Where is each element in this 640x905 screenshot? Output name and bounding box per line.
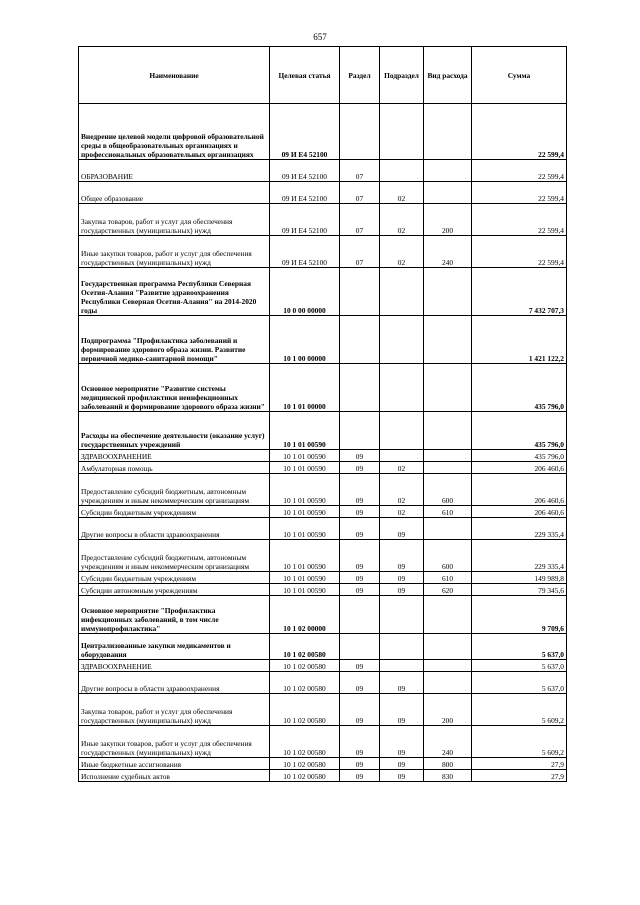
row-subsection: 09 [380, 572, 424, 584]
table-row [79, 462, 567, 474]
row-section: 07 [340, 160, 380, 182]
row-amount: 5 609,2 [472, 694, 567, 726]
row-expense-type [424, 160, 472, 182]
row-section: 07 [340, 204, 380, 236]
row-target-article: 10 1 02 00580 [270, 634, 340, 660]
row-amount: 7 432 707,3 [472, 268, 567, 316]
row-target-article: 09 И Е4 52100 [270, 236, 340, 268]
row-expense-type [424, 316, 472, 364]
row-expense-type [424, 412, 472, 450]
row-section: 09 [340, 672, 380, 694]
budget-table [78, 46, 567, 782]
row-name: ЗДРАВООХРАНЕНИЕ [79, 660, 270, 672]
row-expense-type [424, 104, 472, 160]
row-section: 09 [340, 770, 380, 782]
row-name: Государственная программа Республики Северная Осетия-Алания "Развитие здравоохранения Республики Северная Осетия-Алания" на 2014-2020 годы [79, 268, 270, 316]
row-target-article: 09 И Е4 52100 [270, 204, 340, 236]
row-amount: 5 637,0 [472, 634, 567, 660]
row-name: Другие вопросы в области здравоохранения [79, 672, 270, 694]
row-target-article: 10 1 01 00000 [270, 364, 340, 412]
row-amount: 435 796,0 [472, 412, 567, 450]
row-subsection [380, 634, 424, 660]
row-section [340, 412, 380, 450]
table-row [79, 596, 567, 634]
row-target-article: 09 И Е4 52100 [270, 182, 340, 204]
row-subsection: 02 [380, 236, 424, 268]
table-row [79, 474, 567, 506]
row-section: 09 [340, 584, 380, 596]
row-target-article: 10 1 01 00590 [270, 506, 340, 518]
row-expense-type [424, 518, 472, 540]
row-section: 09 [340, 660, 380, 672]
row-target-article: 09 И Е4 52100 [270, 104, 340, 160]
row-name: ЗДРАВООХРАНЕНИЕ [79, 450, 270, 462]
row-section [340, 596, 380, 634]
table-row [79, 660, 567, 672]
row-section: 09 [340, 758, 380, 770]
row-subsection: 02 [380, 182, 424, 204]
row-name: Закупка товаров, работ и услуг для обеспечения государственных (муниципальных) нужд [79, 694, 270, 726]
row-subsection [380, 364, 424, 412]
table-row [79, 412, 567, 450]
row-name: Внедрение целевой модели цифровой образовательной среды в общеобразовательных организациях и профессиональных образовательных организациях [79, 104, 270, 160]
row-amount: 22 599,4 [472, 236, 567, 268]
table-row [79, 236, 567, 268]
row-name: Закупка товаров, работ и услуг для обеспечения государственных (муниципальных) нужд [79, 204, 270, 236]
row-name: Подпрограмма "Профилактика заболеваний и формирование здорового образа жизни. Развитие первичной медико-санитарной помощи" [79, 316, 270, 364]
row-subsection: 09 [380, 726, 424, 758]
row-expense-type: 200 [424, 204, 472, 236]
row-amount: 206 460,6 [472, 474, 567, 506]
row-name: Общее образование [79, 182, 270, 204]
row-subsection [380, 660, 424, 672]
row-subsection [380, 104, 424, 160]
row-amount: 5 637,0 [472, 672, 567, 694]
table-row [79, 506, 567, 518]
table-row [79, 634, 567, 660]
table-row [79, 540, 567, 572]
row-section: 09 [340, 450, 380, 462]
row-section: 07 [340, 236, 380, 268]
row-target-article: 09 И Е4 52100 [270, 160, 340, 182]
row-name: Амбулаторная помощь [79, 462, 270, 474]
row-section: 09 [340, 462, 380, 474]
header-name: Наименование [79, 47, 270, 104]
row-subsection: 09 [380, 584, 424, 596]
row-subsection [380, 316, 424, 364]
row-target-article: 10 1 01 00590 [270, 540, 340, 572]
row-section: 09 [340, 726, 380, 758]
row-subsection [380, 596, 424, 634]
table-row [79, 268, 567, 316]
row-target-article: 10 1 01 00590 [270, 412, 340, 450]
row-target-article: 10 1 01 00590 [270, 572, 340, 584]
row-section: 09 [340, 572, 380, 584]
row-name: Расходы на обеспечение деятельности (оказание услуг) государственных учреждений [79, 412, 270, 450]
row-target-article: 10 1 00 00000 [270, 316, 340, 364]
row-subsection: 02 [380, 506, 424, 518]
table-row [79, 672, 567, 694]
row-name: Предоставление субсидий бюджетным, автономным учреждениям и иным некоммерческим организациям [79, 540, 270, 572]
row-expense-type [424, 462, 472, 474]
row-subsection: 09 [380, 518, 424, 540]
row-amount: 206 460,6 [472, 462, 567, 474]
table-row [79, 182, 567, 204]
row-target-article: 10 1 02 00580 [270, 726, 340, 758]
row-name: ОБРАЗОВАНИЕ [79, 160, 270, 182]
row-subsection: 02 [380, 462, 424, 474]
table-row [79, 770, 567, 782]
row-name: Субсидии бюджетным учреждениям [79, 506, 270, 518]
row-target-article: 10 1 01 00590 [270, 450, 340, 462]
row-subsection: 02 [380, 204, 424, 236]
table-body [79, 104, 567, 782]
row-amount: 79 345,6 [472, 584, 567, 596]
header-subsection: Подраздел [380, 47, 424, 104]
row-expense-type [424, 660, 472, 672]
header-amount: Сумма [472, 47, 567, 104]
row-name: Основное мероприятие "Профилактика инфекционных заболеваний, в том числе иммунопрофилактика" [79, 596, 270, 634]
row-expense-type: 620 [424, 584, 472, 596]
row-expense-type: 610 [424, 506, 472, 518]
row-amount: 27,9 [472, 758, 567, 770]
row-amount: 22 599,4 [472, 204, 567, 236]
row-name: Иные бюджетные ассигнования [79, 758, 270, 770]
row-amount: 22 599,4 [472, 160, 567, 182]
row-section: 07 [340, 182, 380, 204]
row-expense-type: 800 [424, 758, 472, 770]
row-name: Предоставление субсидий бюджетным, автономным учреждениям и иным некоммерческим организациям [79, 474, 270, 506]
row-amount: 435 796,0 [472, 450, 567, 462]
row-subsection: 09 [380, 672, 424, 694]
row-subsection [380, 412, 424, 450]
row-expense-type [424, 364, 472, 412]
row-name: Основное мероприятие "Развитие системы медицинской профилактики неинфекционных заболеваний и формирование здорового образа жизни" [79, 364, 270, 412]
row-target-article: 10 1 02 00580 [270, 660, 340, 672]
table-header-row [79, 47, 567, 104]
table-row [79, 572, 567, 584]
table-row [79, 450, 567, 462]
row-expense-type: 240 [424, 236, 472, 268]
row-amount: 5 609,2 [472, 726, 567, 758]
row-subsection: 09 [380, 758, 424, 770]
row-name: Другие вопросы в области здравоохранения [79, 518, 270, 540]
row-amount: 22 599,4 [472, 182, 567, 204]
row-amount: 9 709,6 [472, 596, 567, 634]
table-row [79, 758, 567, 770]
row-name: Субсидии бюджетным учреждениям [79, 572, 270, 584]
row-subsection: 09 [380, 770, 424, 782]
row-section [340, 268, 380, 316]
header-expense-type: Вид расхода [424, 47, 472, 104]
row-subsection [380, 268, 424, 316]
row-expense-type: 600 [424, 474, 472, 506]
row-target-article: 10 1 02 00580 [270, 672, 340, 694]
row-expense-type [424, 182, 472, 204]
table-row [79, 694, 567, 726]
table-row [79, 160, 567, 182]
row-section [340, 316, 380, 364]
row-amount: 149 989,8 [472, 572, 567, 584]
row-amount: 229 335,4 [472, 518, 567, 540]
row-subsection: 09 [380, 694, 424, 726]
row-target-article: 10 1 02 00580 [270, 694, 340, 726]
row-target-article: 10 1 02 00580 [270, 770, 340, 782]
row-expense-type [424, 450, 472, 462]
row-section [340, 634, 380, 660]
row-subsection: 02 [380, 474, 424, 506]
row-amount: 5 637,0 [472, 660, 567, 672]
table-row [79, 316, 567, 364]
table-row [79, 204, 567, 236]
row-section: 09 [340, 540, 380, 572]
row-section [340, 364, 380, 412]
row-expense-type: 830 [424, 770, 472, 782]
row-section: 09 [340, 694, 380, 726]
row-section: 09 [340, 518, 380, 540]
table-row [79, 364, 567, 412]
table-row [79, 104, 567, 160]
row-expense-type: 600 [424, 540, 472, 572]
row-target-article: 10 0 00 00000 [270, 268, 340, 316]
row-amount: 27,9 [472, 770, 567, 782]
row-expense-type [424, 596, 472, 634]
row-subsection [380, 160, 424, 182]
row-expense-type: 240 [424, 726, 472, 758]
page-number: 657 [313, 32, 327, 42]
table-row [79, 584, 567, 596]
row-expense-type: 200 [424, 694, 472, 726]
row-subsection [380, 450, 424, 462]
row-section [340, 104, 380, 160]
row-name: Иные закупки товаров, работ и услуг для обеспечения государственных (муниципальных) нужд [79, 236, 270, 268]
row-target-article: 10 1 01 00590 [270, 518, 340, 540]
row-section: 09 [340, 506, 380, 518]
row-name: Централизованные закупки медикаментов и оборудования [79, 634, 270, 660]
header-target-article: Целевая статья [270, 47, 340, 104]
table-row [79, 518, 567, 540]
row-name: Исполнение судебных актов [79, 770, 270, 782]
row-section: 09 [340, 474, 380, 506]
row-name: Иные закупки товаров, работ и услуг для обеспечения государственных (муниципальных) нужд [79, 726, 270, 758]
row-expense-type: 610 [424, 572, 472, 584]
row-amount: 1 421 122,2 [472, 316, 567, 364]
row-subsection: 09 [380, 540, 424, 572]
header-section: Раздел [340, 47, 380, 104]
row-target-article: 10 1 02 00000 [270, 596, 340, 634]
row-amount: 229 335,4 [472, 540, 567, 572]
row-target-article: 10 1 01 00590 [270, 474, 340, 506]
row-expense-type [424, 634, 472, 660]
row-expense-type [424, 672, 472, 694]
row-amount: 22 599,4 [472, 104, 567, 160]
row-target-article: 10 1 01 00590 [270, 584, 340, 596]
row-expense-type [424, 268, 472, 316]
row-name: Субсидии автономным учреждениям [79, 584, 270, 596]
row-amount: 206 460,6 [472, 506, 567, 518]
table-row [79, 726, 567, 758]
row-target-article: 10 1 02 00580 [270, 758, 340, 770]
row-target-article: 10 1 01 00590 [270, 462, 340, 474]
row-amount: 435 796,0 [472, 364, 567, 412]
